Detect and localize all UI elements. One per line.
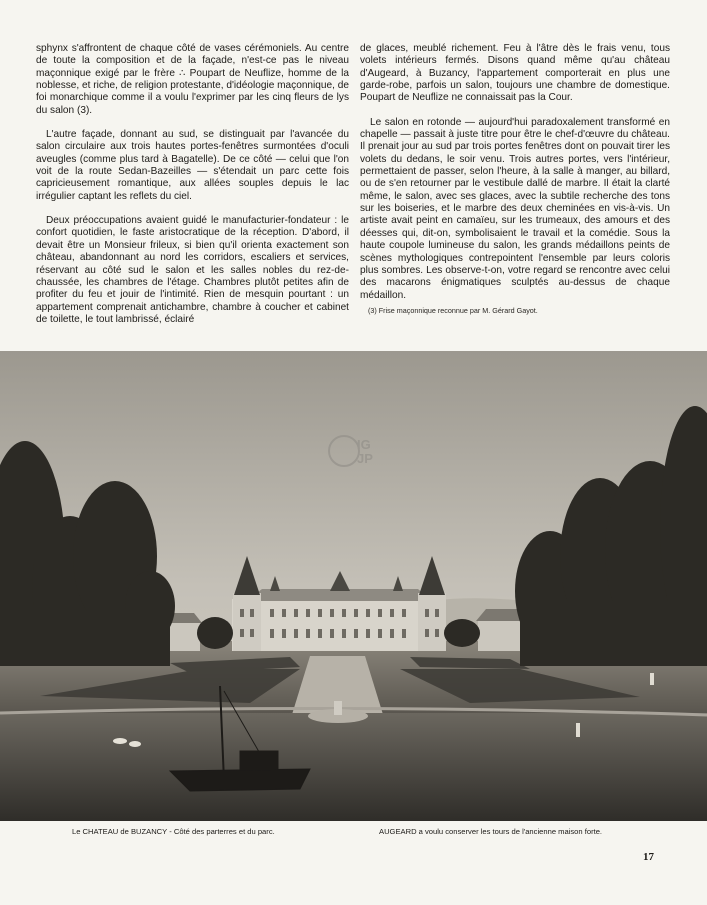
caption-left: Le CHATEAU de BUZANCY - Côté des parterres et du parc. [72, 827, 275, 836]
chateau-engraving [0, 351, 707, 821]
footnote: (3) Frise maçonnique reconnue par M. Gérard Gayot. [368, 305, 538, 315]
page-number: 17 [643, 851, 654, 863]
left-paragraph-1: sphynx s'affrontent de chaque côté de vases cérémoniels. Au centre de toute la composition et de la façade, n'est-ce pas le niveau maçonnique exigé par le frère ∴ Poupart de Neuflize, homme de la noblesse, et riche, de religion protestante, d'idéologie maçonnique, de foi monarchique comme il a voulu l'exprimer par les cinq fleurs de lys du salon (3). [36, 43, 349, 116]
caption-right: AUGEARD a voulu conserver les tours de l'ancienne maison forte. [379, 827, 603, 836]
right-text-column [360, 43, 670, 315]
svg-text:JP: JP [357, 451, 373, 466]
left-paragraph-2: L'autre façade, donnant au sud, se distinguait par l'avancée du salon circulaire aux trois hautes portes-fenêtres surmontées d'oculi aveugles (comme plus tard à Bagatelle). De ce côté — celui que l'on voit de la route Sedan-Bazeilles — s'étendait un parc cette fois capricieusement romantique, aux allées souples depuis le lac irrégulier captant les reflets du ciel. [36, 129, 349, 202]
svg-text:IG: IG [357, 437, 371, 452]
right-paragraph-1: de glaces, meublé richement. Feu à l'âtre dès le frais venu, tous volets intérieurs fermés. Disons quand même qu'au château d'Augeard, à Buzancy, l'appartement comporterait en plus une garde-robe, parfois un salon, toujours une chambre de domestique. Poupart de Neuflize ne connaissait pas la Cour. [360, 43, 670, 104]
left-paragraph-3: Deux préoccupations avaient guidé le manufacturier-fondateur : le confort quotidien, le faste aristocratique de la réception. D'abord, il devait être un Monsieur frileux, si bien qu'il orienta exactement son château, abandonnant au nord les corridors, escaliers et services, réservant au côté sud le salon et les salles nobles du rez-de-chaussée, les chambres de l'étage. Chambres plutôt petites afin de profiter du feu et jouir de l'intimité. Rien de mesquin pourtant : un appartement comprenait antichambre, chambre à coucher et cabinet de toilette, le tout lambrissé, éclairé [36, 215, 349, 325]
right-paragraph-2: Le salon en rotonde — aujourd'hui paradoxalement transformé en chapelle — passait à juste titre pour être le chef-d'œuvre du château. Il prenait jour au sud par trois portes fenêtres dont on pouvait tirer les volets du dedans, le soir venu. Trois autres portes, vers l'intérieur, permettaient de passer, selon l'heure, à la salle à manger, au billard, ou de s'en retourner par le vestibule dallé de marbre. Il était la clarté même, le salon, avec ses glaces, avec la subtile recherche des tons sur les boiseries, et le marbre des deux cheminées en vis-à-vis. Un artiste avait peint en camaïeu, sur les trumeaux, des amours et des déesses qui, dit-on, symbolisaient le travail et la comédie. Sous la haute coupole lumineuse du salon, les grands médaillons peints de scènes mythologiques contrepointent l'ensemble par leurs coloris plus sombres. Les observe-t-on, votre regard se rencontre avec celui des macarons énigmatiques sculptés au-dessus de chaque médaillon. [360, 116, 670, 301]
left-text-column [36, 43, 349, 338]
pond [0, 713, 707, 821]
chateau-photograph [0, 351, 707, 821]
